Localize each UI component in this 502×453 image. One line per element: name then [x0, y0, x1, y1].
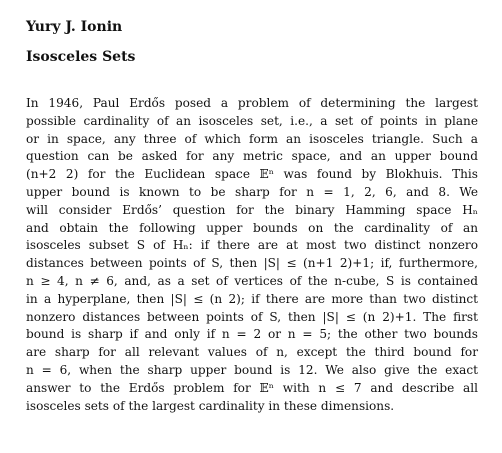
abstract-line-3: or in space, any three of which form an isosceles triangle. Such a: [26, 131, 478, 146]
abstract-line-7: will consider Erdős’ question for the binary Hamming space Hₙ: [26, 202, 478, 217]
abstract-line-14: bound is sharp if and only if n = 2 or n = 5; the other two bounds: [26, 327, 478, 342]
abstract-line-2: possible cardinality of an isosceles set, i.e., a set of points in plane: [26, 113, 478, 128]
abstract-body: [26, 95, 478, 415]
abstract-line-8: and obtain the following upper bounds on the cardinality of an: [26, 220, 478, 235]
paper-title: Isosceles Sets: [26, 49, 136, 65]
abstract-line-4: question can be asked for any metric space, and an upper bound: [26, 149, 478, 164]
abstract-line-10: distances between points of S, then |S| ≤ (n+1 2)+1; if, furthermore,: [26, 256, 478, 271]
abstract-line-13: nonzero distances between points of S, then |S| ≤ (n 2)+1. The first: [26, 309, 478, 324]
abstract-line-15: are sharp for all relevant values of n, except the third bound for: [26, 345, 478, 360]
abstract-line-12: in a hyperplane, then |S| ≤ (n 2); if there are more than two distinct: [26, 291, 478, 306]
abstract-line-16: n = 6, when the sharp upper bound is 12. We also give the exact: [26, 362, 478, 377]
abstract-line-17: answer to the Erdős problem for 𝔼ⁿ with n ≤ 7 and describe all: [26, 380, 478, 395]
abstract-line-9: isosceles subset S of Hₙ: if there are at most two distinct nonzero: [26, 238, 478, 253]
abstract-line-18: isosceles sets of the largest cardinality in these dimensions.: [26, 398, 395, 413]
abstract-line-5: (n+2 2) for the Euclidean space 𝔼ⁿ was found by Blokhuis. This: [26, 167, 478, 182]
author-name: Yury J. Ionin: [26, 19, 123, 35]
abstract-line-1: In 1946, Paul Erdős posed a problem of determining the largest: [26, 96, 478, 110]
abstract-line-6: upper bound is known to be sharp for n = 1, 2, 6, and 8. We: [26, 184, 478, 199]
abstract-line-11: n ≥ 4, n ≠ 6, and, as a set of vertices of the n-cube, S is contained: [26, 273, 478, 288]
